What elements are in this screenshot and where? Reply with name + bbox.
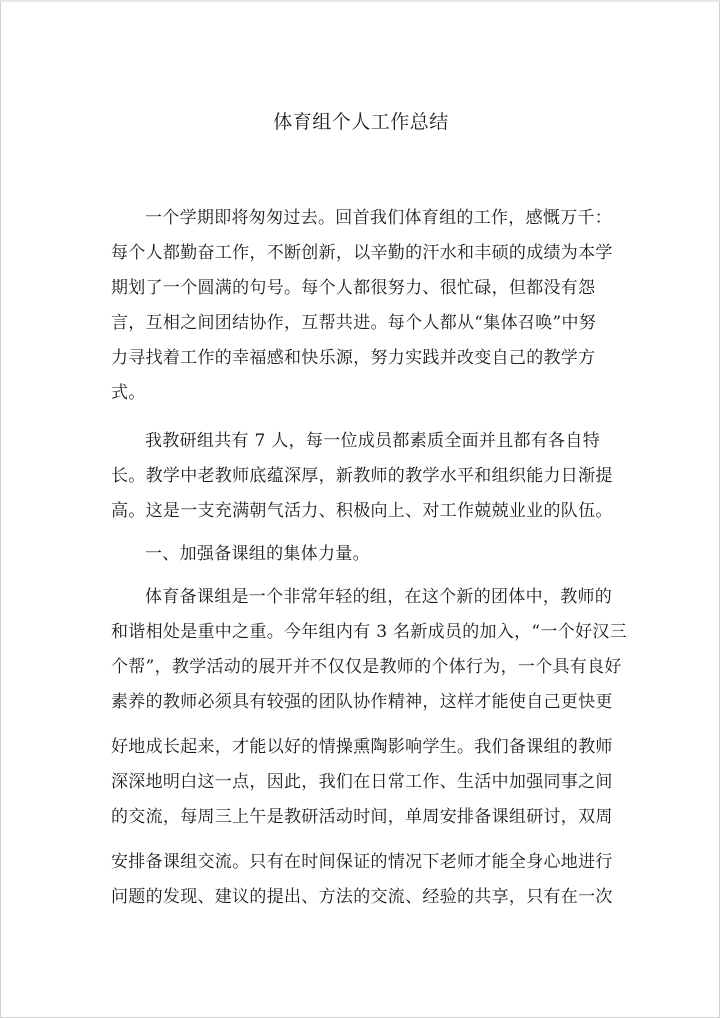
body-line: 安排备课组交流。只有在时间保证的情况下老师才能全身心地进行 [111,852,613,872]
body-line: 问题的发现、建议的提出、方法的交流、经验的共享，只有在一次 [111,887,613,907]
body-line: 力寻找着工作的幸福感和快乐源，努力实践并改变自己的教学方 [111,348,596,368]
body-line: 素养的教师必须具有较强的团队协作精神，这样才能使自己更快更 [111,692,613,712]
document-title: 体育组个人工作总结 [273,111,449,133]
body-line: 长。教学中老教师底蕴深厚，新教师的教学水平和组织能力日渐提 [111,466,613,486]
body-line: 一个学期即将匆匆过去。回首我们体育组的工作，感慨万千： [145,208,613,228]
section-heading: 一、加强备课组的集体力量。 [145,544,370,564]
body-line: 好地成长起来，才能以好的情操熏陶影响学生。我们备课组的教师 [111,737,613,757]
body-line: 期划了一个圆满的句号。每个人都很努力、很忙碌，但都没有怨 [111,278,596,298]
body-line: 深深地明白这一点，因此，我们在日常工作、生活中加强同事之间 [111,772,613,792]
body-line: 高。这是一支充满朝气活力、积极向上、对工作兢兢业业的队伍。 [111,501,613,521]
body-line: 言，互相之间团结协作，互帮共进。每个人都从“集体召唤”中努 [111,313,597,333]
body-line: 个帮”，教学活动的展开并不仅仅是教师的个体行为，一个具有良好 [111,657,622,677]
body-line: 和谐相处是重中之重。今年组内有 3 名新成员的加入，“一个好汉三 [111,622,627,642]
body-line: 我教研组共有 7 人，每一位成员都素质全面并且都有各自特 [145,431,601,451]
body-line: 每个人都勤奋工作，不断创新，以辛勤的汗水和丰硕的成绩为本学 [111,243,613,263]
body-line: 式。 [111,383,146,403]
body-line: 体育备课组是一个非常年轻的组，在这个新的团体中，教师的 [145,587,613,607]
body-line: 的交流，每周三上午是教研活动时间，单周安排备课组研讨，双周 [111,807,613,827]
